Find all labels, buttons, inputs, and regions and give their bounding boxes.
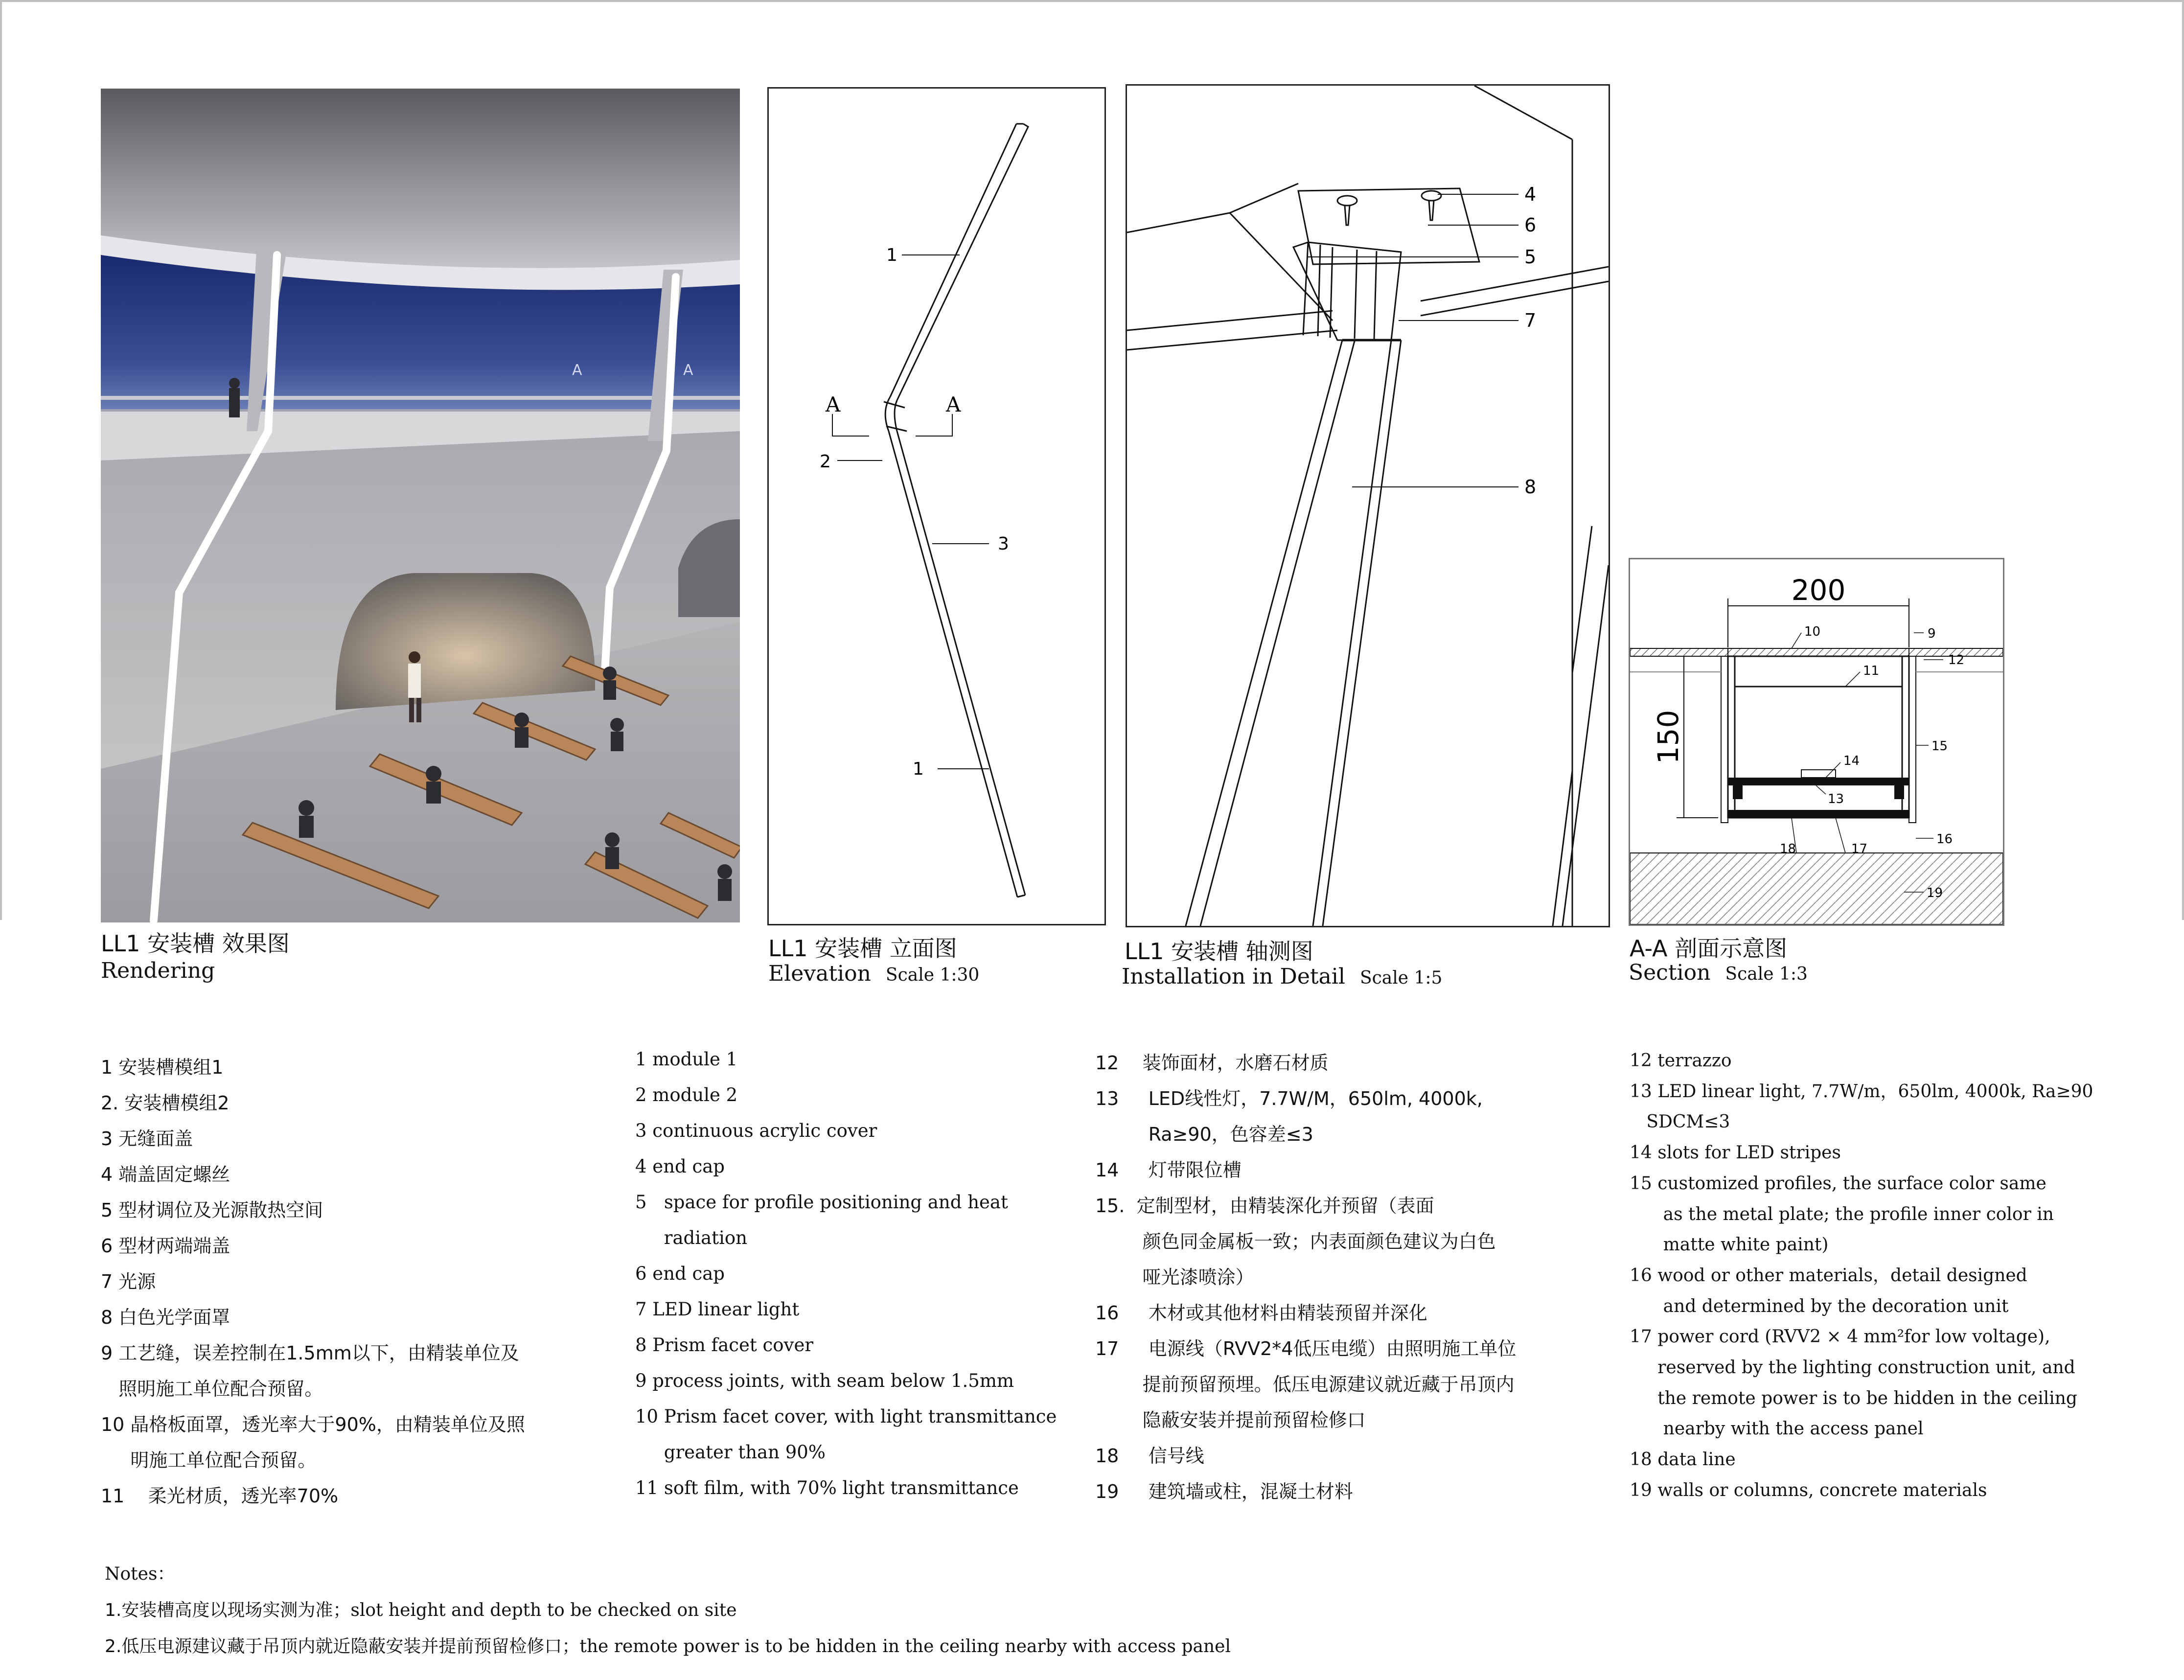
- rendering-marker-a2: A: [683, 362, 693, 379]
- legend-item: as the metal plate; the profile inner color in: [1630, 1204, 2054, 1224]
- elevation-scale: Scale 1:30: [885, 965, 980, 985]
- detail-panel: [1126, 84, 1610, 927]
- section-callout-14: 14: [1843, 754, 1860, 768]
- note-2-zh: 2.低压电源建议藏于吊顶内就近隐蔽安装并提前预留检修口；: [105, 1636, 580, 1657]
- detail-callout-7: 7: [1524, 310, 1537, 331]
- section-callout-16: 16: [1936, 832, 1953, 847]
- legend-item: 16 wood or other materials，detail designed: [1630, 1265, 2027, 1286]
- legend-item: 17 电源线（RVV2*4低压电缆）由照明施工单位: [1095, 1338, 1517, 1359]
- elevation-callout-1a: 1: [886, 245, 897, 265]
- note-2-en: the remote power is to be hidden in the ceiling nearby with access panel: [579, 1636, 1231, 1657]
- sheet-frame-right: [2182, 0, 2184, 920]
- detail-drawing: [1127, 86, 1609, 926]
- detail-scale: Scale 1:5: [1359, 968, 1443, 988]
- legend-item: nearby with the access panel: [1630, 1419, 1924, 1439]
- detail-callout-6: 6: [1524, 214, 1537, 236]
- legend-item: 隐蔽安装并提前预留检修口: [1095, 1409, 1366, 1431]
- legend-item: 7 LED linear light: [635, 1299, 800, 1320]
- legend-item: 9 工艺缝，误差控制在1.5mm以下，由精装单位及: [101, 1342, 519, 1364]
- rendering-title-en: [101, 958, 215, 983]
- detail-title-en-text: Installation in Detail: [1122, 964, 1345, 989]
- legend-item: 2 module 2: [635, 1084, 738, 1105]
- detail-title-en: [1122, 964, 1442, 989]
- legend-item: 11 柔光材质，透光率70%: [101, 1485, 339, 1507]
- legend-item: 15 customized profiles, the surface color same: [1630, 1173, 2046, 1194]
- elevation-drawing: [769, 89, 1104, 924]
- legend-en-1: [635, 1041, 1057, 1506]
- section-scale: Scale 1:3: [1725, 964, 1808, 984]
- detail-title-zh: LL1 安装槽 轴测图: [1125, 938, 1313, 965]
- rendering-title-zh: LL1 安装槽 效果图: [101, 930, 290, 957]
- section-title-en-text: Section: [1629, 960, 1711, 985]
- legend-item: 明施工单位配合预留。: [101, 1450, 317, 1471]
- section-title-zh: A-A 剖面示意图: [1630, 935, 1788, 962]
- section-callout-9: 9: [1928, 626, 1936, 641]
- legend-item: 5 型材调位及光源散热空间: [101, 1199, 323, 1221]
- elevation-title-en: [768, 961, 979, 986]
- legend-item: 13 LED线性灯，7.7W/M，650lm, 4000k,: [1095, 1088, 1483, 1109]
- legend-item: 1 安装槽模组1: [101, 1057, 224, 1078]
- section-callout-12: 12: [1948, 653, 1965, 667]
- section-callout-15: 15: [1931, 739, 1948, 754]
- notes-block: [105, 1556, 1231, 1665]
- legend-item: 18 信号线: [1095, 1445, 1204, 1467]
- legend-item: 7 光源: [101, 1271, 156, 1292]
- elevation-panel: [767, 87, 1106, 925]
- legend-item: 4 end cap: [635, 1156, 725, 1177]
- legend-item: reserved by the lighting construction unit, and: [1630, 1358, 2075, 1378]
- legend-item: 17 power cord (RVV2 × 4 mm²for low voltage),: [1630, 1327, 2050, 1347]
- detail-callout-8: 8: [1524, 476, 1537, 498]
- legend-item: 9 process joints, with seam below 1.5mm: [635, 1370, 1014, 1391]
- section-callout-13: 13: [1828, 792, 1844, 806]
- elevation-callout-1b: 1: [913, 759, 924, 779]
- legend-item: 提前预留预埋。低压电源建议就近藏于吊顶内: [1095, 1374, 1515, 1395]
- elevation-callout-3: 3: [998, 534, 1009, 554]
- legend-item: 5 space for profile positioning and heat: [635, 1192, 1008, 1213]
- section-callout-11: 11: [1863, 664, 1880, 678]
- rendering-image: [101, 89, 740, 922]
- legend-item: 3 continuous acrylic cover: [635, 1120, 877, 1141]
- elevation-section-mark-right: A: [946, 392, 961, 416]
- legend-item: 2. 安装槽模组2: [101, 1092, 230, 1114]
- note-1-en: slot height and depth to be checked on site: [350, 1600, 737, 1620]
- legend-item: SDCM≤3: [1630, 1112, 1730, 1132]
- legend-item: matte white paint): [1630, 1235, 1829, 1255]
- note-line-1: [105, 1592, 1231, 1629]
- legend-zh-1: [101, 1050, 525, 1514]
- elevation-title-en-text: Elevation: [768, 961, 871, 986]
- elevation-title-zh: LL1 安装槽 立面图: [768, 935, 957, 962]
- legend-item: 照明施工单位配合预留。: [101, 1378, 323, 1400]
- legend-item: 8 Prism facet cover: [635, 1335, 814, 1356]
- elevation-section-mark-left: A: [826, 392, 841, 416]
- legend-zh-2: [1095, 1045, 1516, 1510]
- section-panel: [1629, 558, 2004, 926]
- legend-item: 16 木材或其他材料由精装预留并深化: [1095, 1302, 1427, 1324]
- sheet-frame-left: [0, 0, 2, 920]
- rendering-panel: [101, 89, 740, 922]
- section-dim-height: 150: [1652, 710, 1685, 764]
- section-dim-width: 200: [1791, 574, 1846, 607]
- section-callout-18: 18: [1780, 842, 1796, 856]
- legend-item: 颜色同金属板一致；内表面颜色建议为白色: [1095, 1231, 1496, 1252]
- legend-item: the remote power is to be hidden in the ceiling: [1630, 1388, 2077, 1408]
- detail-callout-5: 5: [1524, 246, 1537, 268]
- section-callout-19: 19: [1927, 886, 1943, 900]
- section-drawing: [1630, 559, 2003, 924]
- legend-item: 6 型材两端端盖: [101, 1235, 230, 1257]
- legend-item: 12 terrazzo: [1630, 1051, 1732, 1071]
- legend-item: 8 白色光学面罩: [101, 1307, 230, 1328]
- legend-item: 14 slots for LED stripes: [1630, 1143, 1841, 1163]
- notes-heading: Notes：: [105, 1564, 175, 1584]
- rendering-marker-a1: A: [572, 362, 582, 379]
- note-1-zh: 1.安装槽高度以现场实测为准；: [105, 1600, 351, 1620]
- legend-item: greater than 90%: [635, 1442, 826, 1463]
- section-title-en: [1629, 960, 1808, 985]
- legend-item: 19 建筑墙或柱，混凝土材料: [1095, 1481, 1353, 1502]
- legend-item: 3 无缝面盖: [101, 1128, 193, 1150]
- legend-item: 12 装饰面材，水磨石材质: [1095, 1052, 1329, 1074]
- sheet-frame-top: [0, 0, 2184, 2]
- legend-item: 18 data line: [1630, 1450, 1736, 1470]
- legend-item: 15. 定制型材，由精装深化并预留（表面: [1095, 1195, 1434, 1217]
- legend-item: 哑光漆喷涂）: [1095, 1266, 1254, 1288]
- detail-callout-4: 4: [1524, 184, 1537, 205]
- legend-item: 11 soft film, with 70% light transmittance: [635, 1477, 1019, 1498]
- legend-item: 10 晶格板面罩，透光率大于90%，由精装单位及照: [101, 1414, 525, 1435]
- elevation-callout-2: 2: [820, 452, 831, 472]
- note-line-2: [105, 1629, 1231, 1665]
- legend-item: 14 灯带限位槽: [1095, 1159, 1241, 1181]
- legend-item: 10 Prism facet cover, with light transmittance: [635, 1406, 1057, 1427]
- legend-item: 13 LED linear light, 7.7W/m，650lm, 4000k, Ra≥90: [1630, 1081, 2093, 1102]
- section-callout-10: 10: [1804, 624, 1821, 639]
- legend-item: and determined by the decoration unit: [1630, 1296, 2009, 1316]
- legend-item: 1 module 1: [635, 1049, 738, 1070]
- legend-item: 6 end cap: [635, 1263, 725, 1284]
- legend-item: 4 端盖固定螺丝: [101, 1164, 230, 1185]
- legend-item: Ra≥90，色容差≤3: [1095, 1124, 1313, 1145]
- rendering-title-en-text: Rendering: [101, 958, 215, 983]
- legend-en-2: [1630, 1046, 2093, 1506]
- legend-item: 19 walls or columns, concrete materials: [1630, 1480, 1987, 1500]
- legend-item: radiation: [635, 1227, 747, 1248]
- section-callout-17: 17: [1851, 842, 1868, 856]
